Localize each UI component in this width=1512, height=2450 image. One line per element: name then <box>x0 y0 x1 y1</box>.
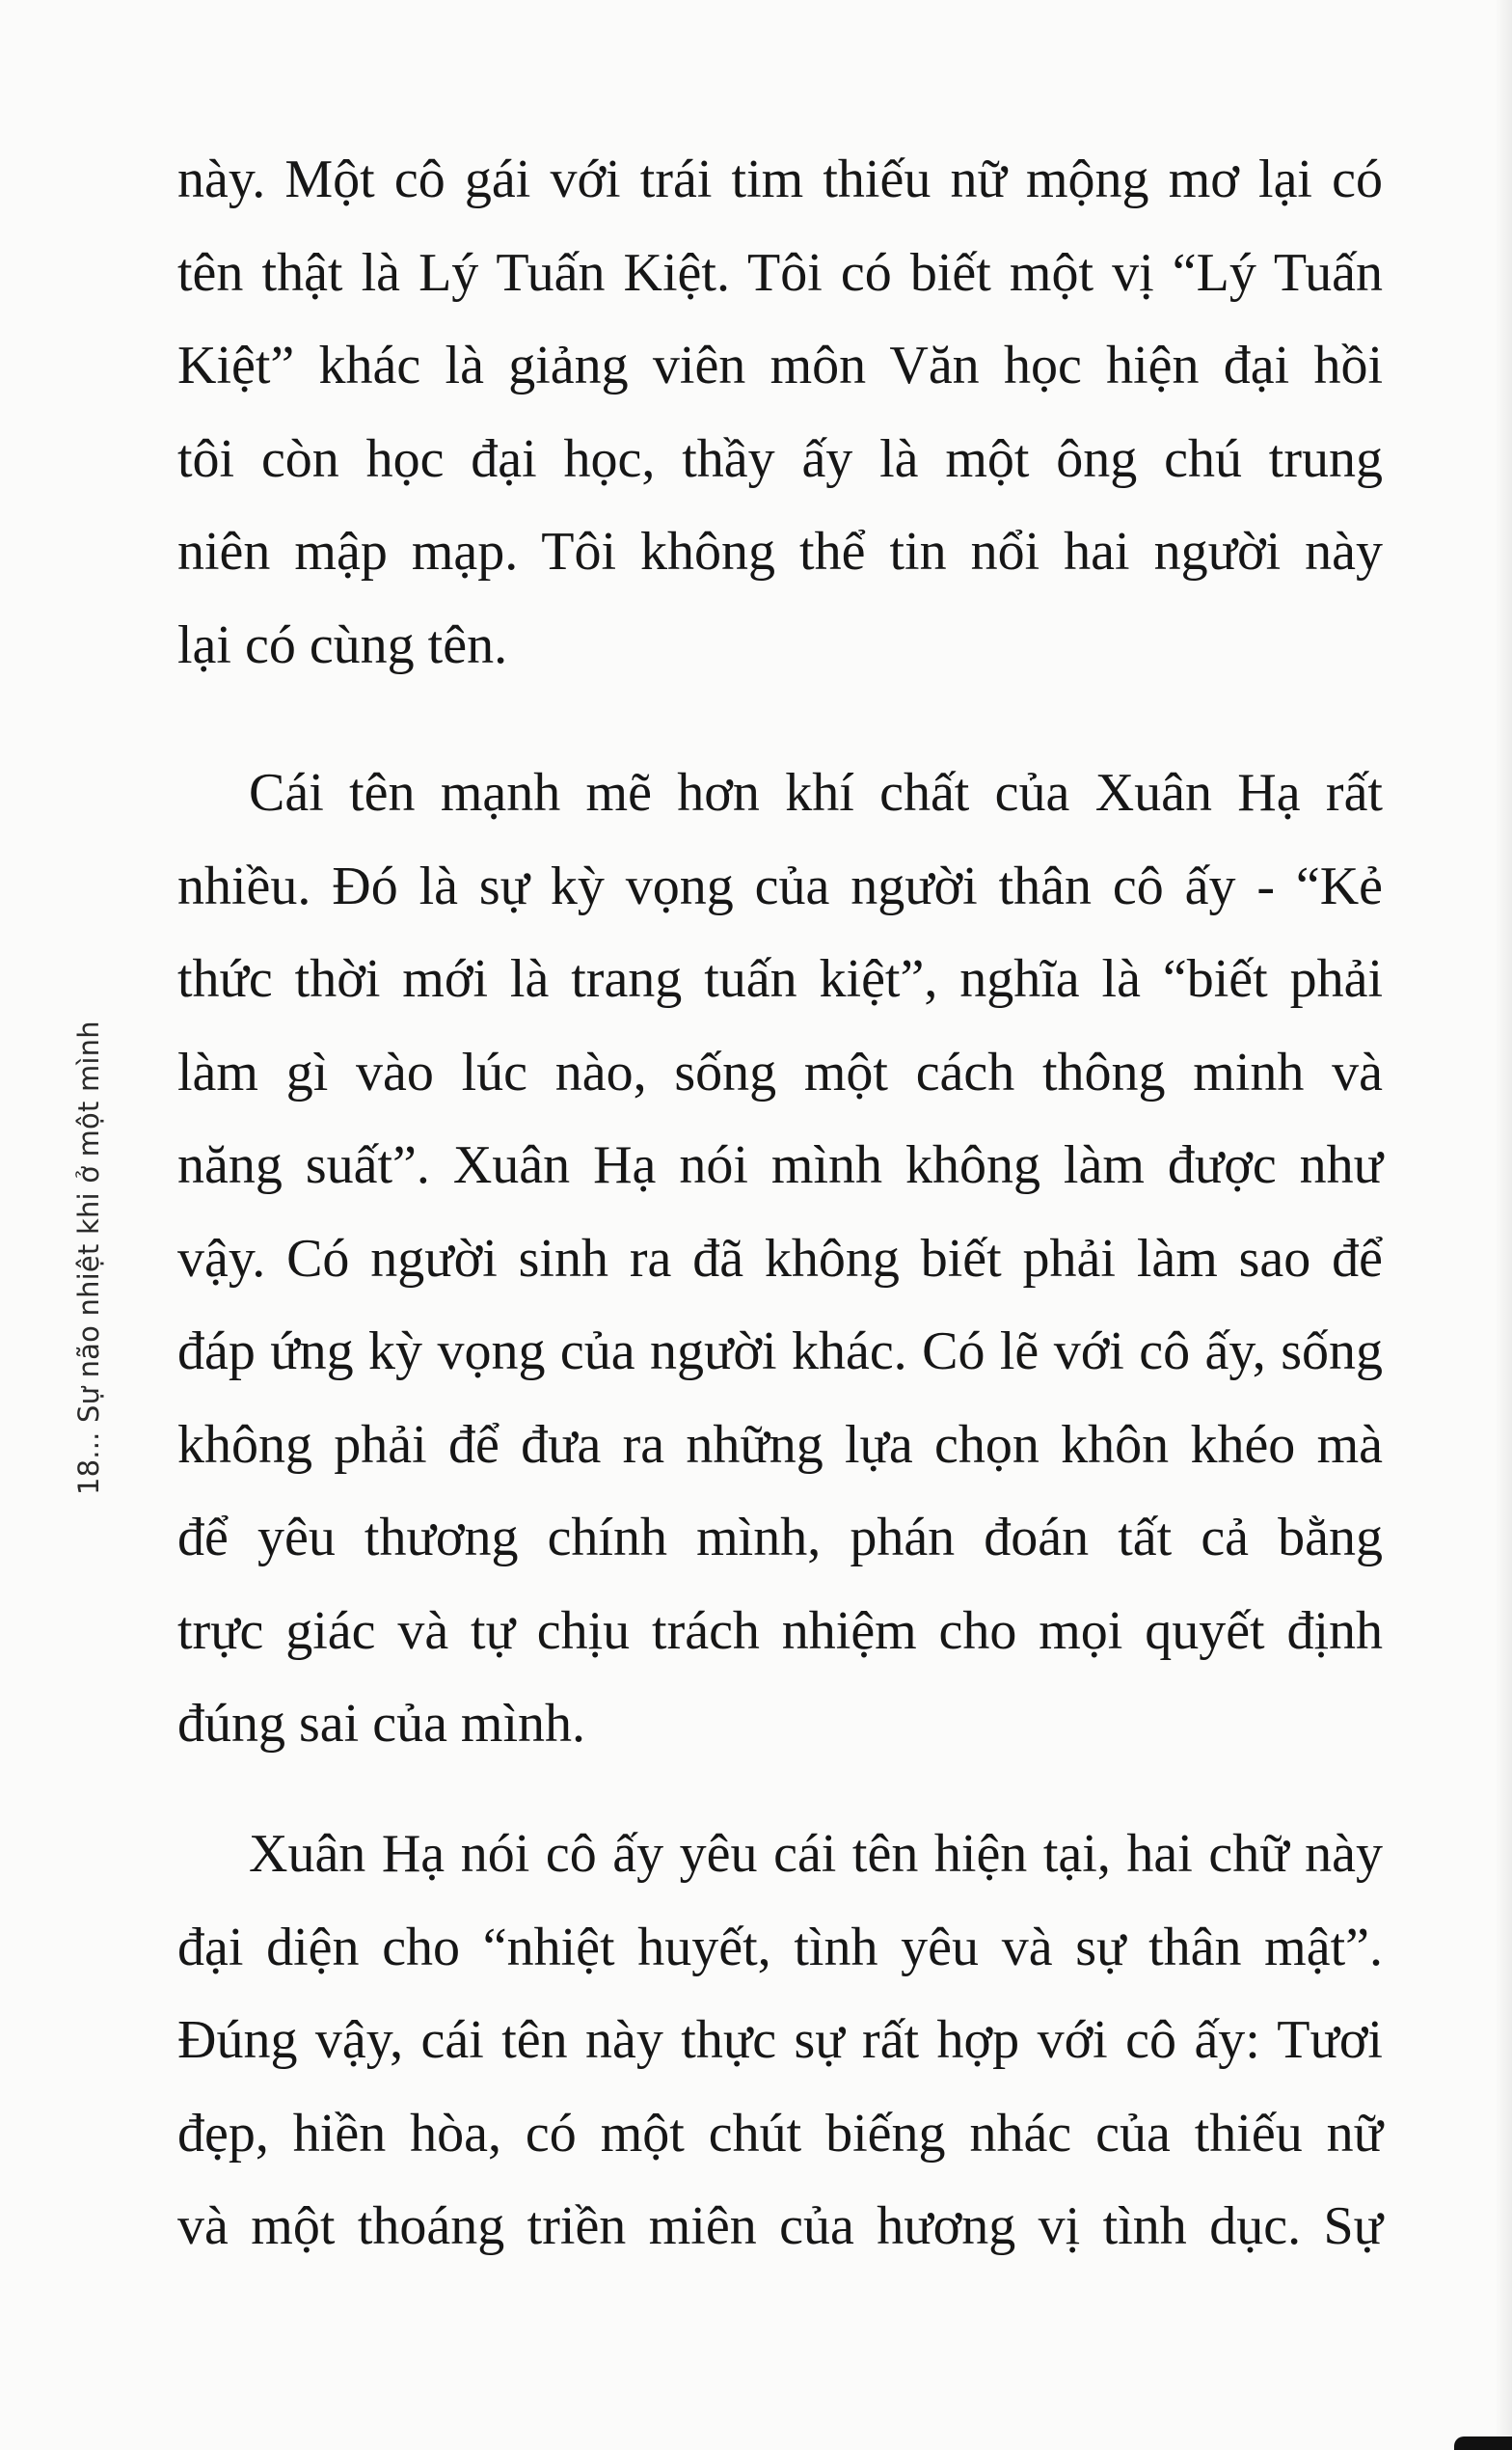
text-line: không phải để đưa ra những lựa chọn khôn khéo mà <box>177 1414 1383 1475</box>
text-line: vậy. Có người sinh ra đã không biết phải làm sao để <box>177 1228 1383 1289</box>
text-line: niên mập mạp. Tôi không thể tin nổi hai người này <box>177 522 1383 582</box>
text-line: Cái tên mạnh mẽ hơn khí chất của Xuân Hạ rất <box>249 763 1383 823</box>
page-corner-edge <box>1454 2436 1512 2450</box>
text-line: đúng sai của mình. <box>177 1694 586 1754</box>
text-line: tên thật là Lý Tuấn Kiệt. Tôi có biết một vị “Lý Tuấn <box>177 242 1383 303</box>
paragraph-1 <box>177 133 1383 692</box>
text-line: Đúng vậy, cái tên này thực sự rất hợp với cô ấy: Tươi <box>177 2010 1383 2070</box>
page-edge-shadow <box>1495 0 1512 2450</box>
running-head-separator: ... <box>72 1431 105 1459</box>
text-line: Xuân Hạ nói cô ấy yêu cái tên hiện tại, hai chữ này <box>249 1824 1383 1884</box>
text-line: nhiều. Đó là sự kỳ vọng của người thân cô ấy - “Kẻ <box>177 856 1383 916</box>
text-line: và một thoáng triền miên của hương vị tình dục. Sự <box>177 2196 1383 2256</box>
text-line: đẹp, hiền hòa, có một chút biếng nhác của thiếu nữ <box>177 2103 1383 2164</box>
running-head <box>69 994 108 1495</box>
paragraph-3 <box>177 1808 1383 2273</box>
text-line: Kiệt” khác là giảng viên môn Văn học hiện đại hồi <box>177 336 1383 395</box>
text-line: này. Một cô gái với trái tim thiếu nữ mộng mơ lại có <box>177 150 1383 209</box>
text-line: đáp ứng kỳ vọng của người khác. Có lẽ với cô ấy, sống <box>177 1321 1383 1381</box>
text-line: thức thời mới là trang tuấn kiệt”, nghĩa là “biết phải <box>177 949 1383 1009</box>
text-line: đại diện cho “nhiệt huyết, tình yêu và sự thân mật”. <box>177 1917 1383 1977</box>
page-number: 18 <box>72 1458 105 1495</box>
text-line: tôi còn học đại học, thầy ấy là một ông chú trung <box>177 428 1383 489</box>
chapter-title: Sự não nhiệt khi ở một mình <box>72 1021 105 1423</box>
text-line: để yêu thương chính mình, phán đoán tất cả bằng <box>177 1508 1383 1567</box>
text-line: lại có cùng tên. <box>177 614 508 675</box>
text-line: năng suất”. Xuân Hạ nói mình không làm được như <box>177 1135 1383 1195</box>
text-line: làm gì vào lúc nào, sống một cách thông minh và <box>177 1042 1383 1102</box>
paragraph-2 <box>177 747 1383 1771</box>
text-line: trực giác và tự chịu trách nhiệm cho mọi quyết định <box>177 1600 1383 1661</box>
